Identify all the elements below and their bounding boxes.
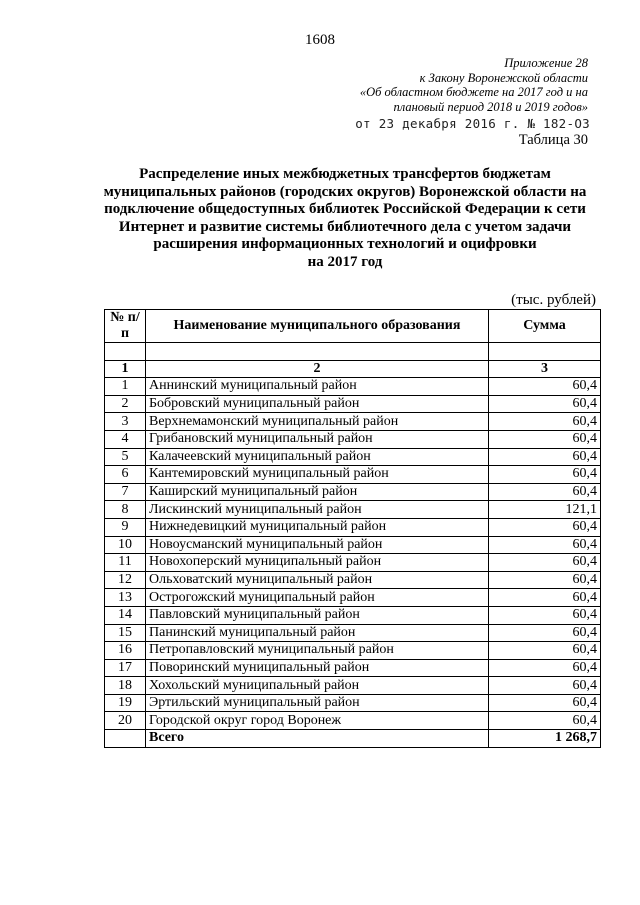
table-row bbox=[105, 430, 601, 448]
municipality-name: Бобровский муниципальный район bbox=[146, 395, 489, 413]
amount: 121,1 bbox=[489, 501, 601, 519]
amount: 60,4 bbox=[489, 589, 601, 607]
table-row bbox=[105, 659, 601, 677]
municipality-name: Ольховатский муниципальный район bbox=[146, 571, 489, 589]
table-row bbox=[105, 554, 601, 572]
row-number: 10 bbox=[105, 536, 146, 554]
appendix-line-4: плановый период 2018 и 2019 годов» bbox=[393, 99, 588, 114]
row-number: 1 bbox=[105, 378, 146, 396]
row-number: 17 bbox=[105, 659, 146, 677]
municipality-name: Новохоперский муниципальный район bbox=[146, 554, 489, 572]
amount: 60,4 bbox=[489, 554, 601, 572]
municipality-name: Нижнедевицкий муниципальный район bbox=[146, 518, 489, 536]
index-col-3: 3 bbox=[489, 360, 601, 378]
table-row bbox=[105, 712, 601, 730]
row-number: 9 bbox=[105, 518, 146, 536]
row-number: 2 bbox=[105, 395, 146, 413]
title-line-5: расширения информационных технологий и оцифровки bbox=[153, 236, 537, 252]
municipality-name: Верхнемамонский муниципальный район bbox=[146, 413, 489, 431]
distribution-table bbox=[104, 309, 601, 748]
header-sum: Сумма bbox=[489, 310, 601, 343]
row-number: 3 bbox=[105, 413, 146, 431]
page-number: 1608 bbox=[305, 32, 335, 48]
row-number: 12 bbox=[105, 571, 146, 589]
amount: 60,4 bbox=[489, 659, 601, 677]
total-row bbox=[105, 730, 601, 748]
table-body bbox=[105, 378, 601, 730]
table-row bbox=[105, 606, 601, 624]
amount: 60,4 bbox=[489, 430, 601, 448]
table-label: Таблица 30 bbox=[518, 132, 588, 148]
municipality-name: Острогожский муниципальный район bbox=[146, 589, 489, 607]
index-col-2: 2 bbox=[146, 360, 489, 378]
header-num: № п/п bbox=[105, 310, 146, 343]
table-row bbox=[105, 501, 601, 519]
municipality-name: Эртильский муниципальный район bbox=[146, 694, 489, 712]
row-number: 8 bbox=[105, 501, 146, 519]
table-row bbox=[105, 483, 601, 501]
municipality-name: Аннинский муниципальный район bbox=[146, 378, 489, 396]
total-sum: 1 268,7 bbox=[489, 730, 601, 748]
row-number: 15 bbox=[105, 624, 146, 642]
municipality-name: Новоусманский муниципальный район bbox=[146, 536, 489, 554]
amount: 60,4 bbox=[489, 712, 601, 730]
row-number: 7 bbox=[105, 483, 146, 501]
municipality-name: Поворинский муниципальный район bbox=[146, 659, 489, 677]
amount: 60,4 bbox=[489, 624, 601, 642]
row-number: 13 bbox=[105, 589, 146, 607]
table-row bbox=[105, 589, 601, 607]
row-number: 16 bbox=[105, 642, 146, 660]
appendix-line-3: «Об областном бюджете на 2017 год и на bbox=[359, 85, 588, 99]
table-row bbox=[105, 694, 601, 712]
amount: 60,4 bbox=[489, 395, 601, 413]
amount: 60,4 bbox=[489, 677, 601, 695]
amount: 60,4 bbox=[489, 448, 601, 466]
amount: 60,4 bbox=[489, 413, 601, 431]
table-row bbox=[105, 448, 601, 466]
table-row bbox=[105, 642, 601, 660]
row-number: 14 bbox=[105, 606, 146, 624]
law-date-stamp: от 23 декабря 2016 г. № 182-ОЗ bbox=[355, 116, 590, 131]
total-num-cell bbox=[105, 730, 146, 748]
municipality-name: Павловский муниципальный район bbox=[146, 606, 489, 624]
column-index-row bbox=[105, 360, 601, 378]
municipality-name: Городской округ город Воронеж bbox=[146, 712, 489, 730]
row-number: 6 bbox=[105, 466, 146, 484]
title-line-2: муниципальных районов (городских округов) Воронежской области на bbox=[103, 183, 587, 200]
table-row bbox=[105, 378, 601, 396]
amount: 60,4 bbox=[489, 642, 601, 660]
table-row bbox=[105, 677, 601, 695]
table-row bbox=[105, 624, 601, 642]
table-row bbox=[105, 395, 601, 413]
municipality-name: Грибановский муниципальный район bbox=[146, 430, 489, 448]
row-number: 18 bbox=[105, 677, 146, 695]
row-number: 4 bbox=[105, 430, 146, 448]
row-number: 19 bbox=[105, 694, 146, 712]
row-number: 5 bbox=[105, 448, 146, 466]
table-header-row bbox=[105, 310, 601, 343]
document-title bbox=[60, 166, 630, 271]
amount: 60,4 bbox=[489, 518, 601, 536]
amount: 60,4 bbox=[489, 536, 601, 554]
appendix-line-2: к Закону Воронежской области bbox=[419, 70, 588, 85]
municipality-name: Кантемировский муниципальный район bbox=[146, 466, 489, 484]
municipality-name: Каширский муниципальный район bbox=[146, 483, 489, 501]
header-separator bbox=[105, 343, 601, 361]
total-label: Всего bbox=[146, 730, 489, 748]
table-row bbox=[105, 413, 601, 431]
amount: 60,4 bbox=[489, 571, 601, 589]
amount: 60,4 bbox=[489, 606, 601, 624]
table-row bbox=[105, 571, 601, 589]
municipality-name: Хохольский муниципальный район bbox=[146, 677, 489, 695]
title-line-3: подключение общедоступных библиотек Российской Федерации к сети bbox=[104, 201, 586, 217]
units-label: (тыс. рублей) bbox=[511, 292, 596, 308]
municipality-name: Панинский муниципальный район bbox=[146, 624, 489, 642]
index-col-1: 1 bbox=[105, 360, 146, 378]
appendix-block bbox=[360, 56, 588, 114]
municipality-name: Петропавловский муниципальный район bbox=[146, 642, 489, 660]
amount: 60,4 bbox=[489, 483, 601, 501]
table-row bbox=[105, 536, 601, 554]
municipality-name: Калачеевский муниципальный район bbox=[146, 448, 489, 466]
title-line-4: Интернет и развитие системы библиотечного дела с учетом задачи bbox=[118, 218, 572, 235]
header-name: Наименование муниципального образования bbox=[146, 310, 489, 343]
amount: 60,4 bbox=[489, 378, 601, 396]
appendix-line-1: Приложение 28 bbox=[504, 56, 588, 70]
row-number: 11 bbox=[105, 554, 146, 572]
municipality-name: Лискинский муниципальный район bbox=[146, 501, 489, 519]
table-row bbox=[105, 466, 601, 484]
title-line-6: на 2017 год bbox=[307, 253, 383, 270]
amount: 60,4 bbox=[489, 694, 601, 712]
table-row bbox=[105, 518, 601, 536]
row-number: 20 bbox=[105, 712, 146, 730]
amount: 60,4 bbox=[489, 466, 601, 484]
title-line-1: Распределение иных межбюджетных трансфертов бюджетам bbox=[139, 166, 551, 182]
